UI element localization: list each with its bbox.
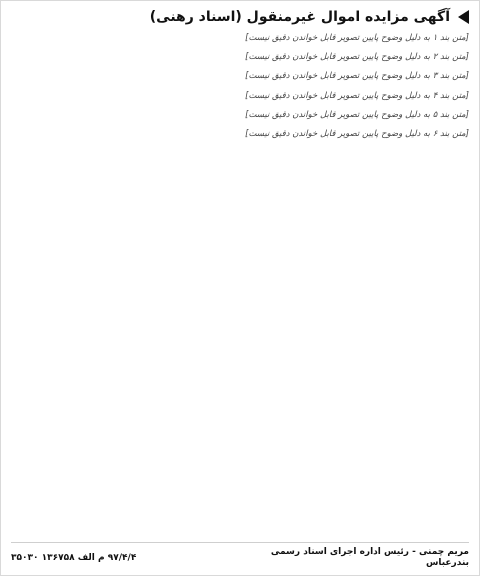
notice-header: [11, 9, 469, 26]
notice-title: آگهی مزایده اموال غیرمنقول (اسناد رهنی): [149, 9, 450, 25]
notice-footer: [11, 542, 469, 569]
notice-section-2: [متن بند ۲ به دلیل وضوح پایین تصویر قابل خواندن دقیق نیست]: [245, 52, 469, 63]
notice-section-3: [متن بند ۳ به دلیل وضوح پایین تصویر قابل خواندن دقیق نیست]: [245, 71, 469, 82]
notice-section-6: [متن بند ۶ به دلیل وضوح پایین تصویر قابل خواندن دقیق نیست]: [245, 129, 469, 140]
notice-section-1: [متن بند ۱ به دلیل وضوح پایین تصویر قابل خواندن دقیق نیست]: [245, 32, 469, 43]
footer-signature: مریم چمنی - رئیس اداره اجرای اسناد رسمی بندرعباس: [270, 547, 469, 569]
notice-section-5: [متن بند ۵ به دلیل وضوح پایین تصویر قابل خواندن دقیق نیست]: [245, 110, 469, 121]
notice-content: [11, 32, 469, 537]
triangle-icon: [458, 10, 469, 24]
notice-section-4: [متن بند ۴ به دلیل وضوح پایین تصویر قابل خواندن دقیق نیست]: [245, 90, 469, 101]
footer-reference: ۹۷/۴/۴ م الف ۱۳۶۷۵۸ ۳۵۰۳۰: [11, 552, 137, 563]
